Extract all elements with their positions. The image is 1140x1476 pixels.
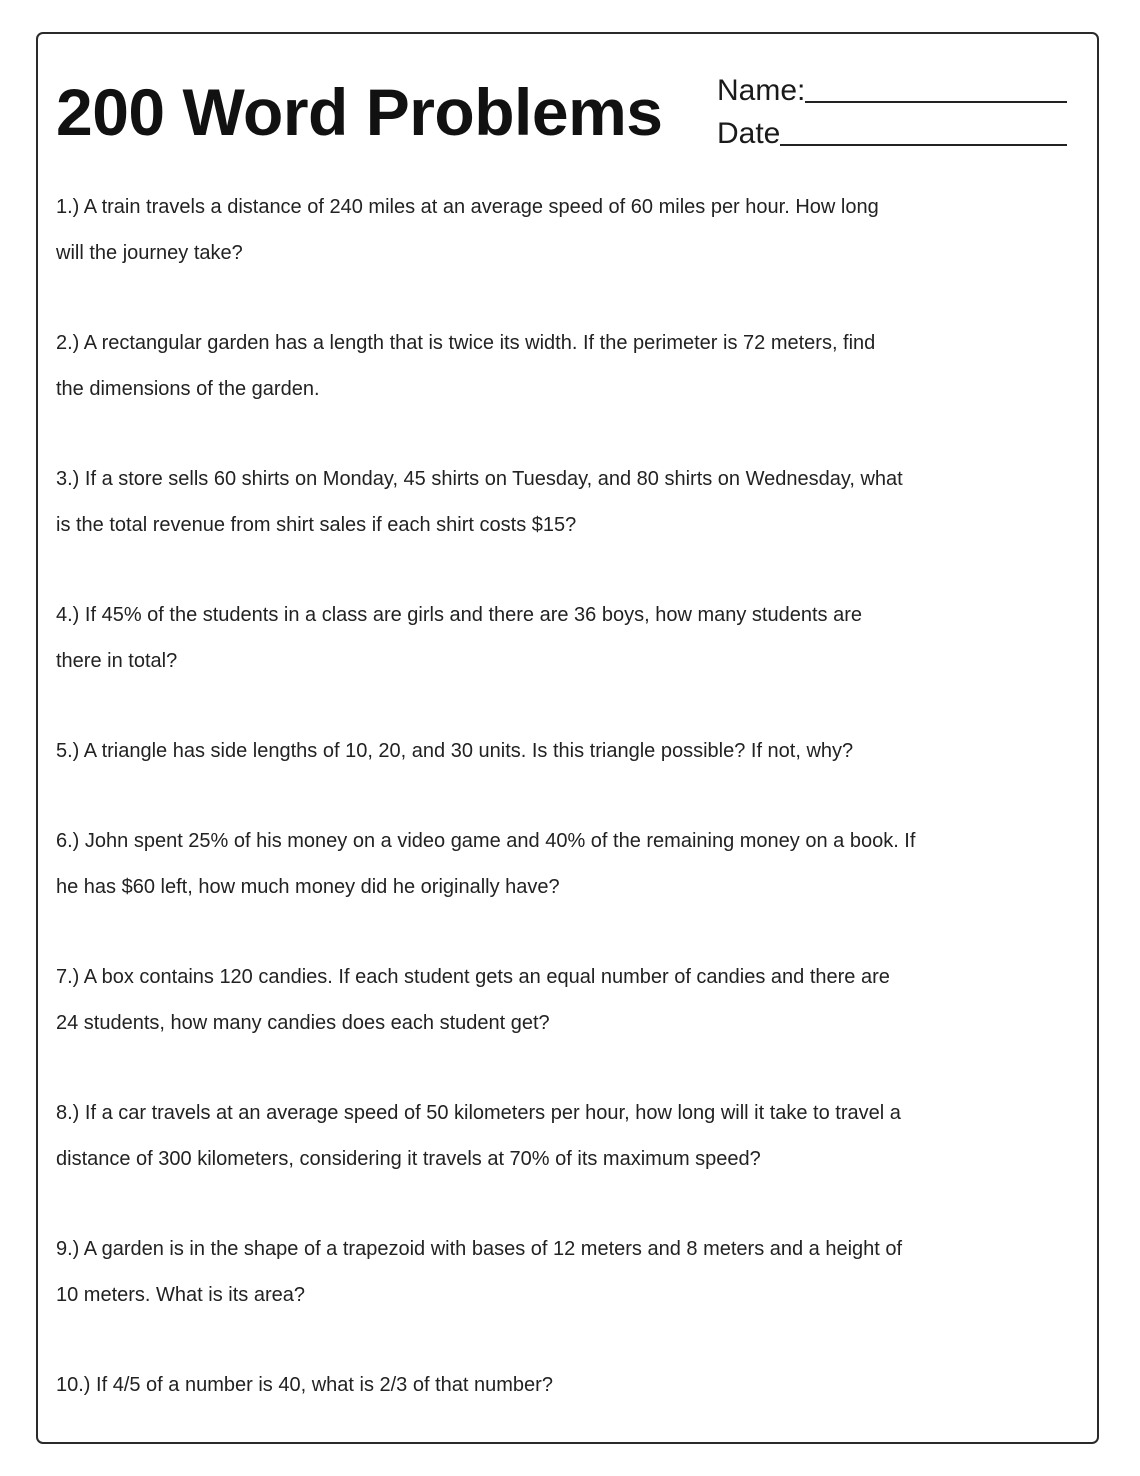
problem-text-line: 24 students, how many candies does each student get? bbox=[56, 1012, 550, 1034]
problem-text-line: 10 meters. What is its area? bbox=[56, 1284, 305, 1306]
problem-text-line: will the journey take? bbox=[56, 242, 243, 264]
worksheet bbox=[36, 32, 1099, 1444]
date-label: Date bbox=[717, 117, 781, 150]
problem-text-line: he has $60 left, how much money did he originally have? bbox=[56, 876, 560, 898]
name-field bbox=[717, 74, 1067, 108]
date-blank-line bbox=[780, 144, 1067, 146]
problem-item bbox=[56, 1226, 1066, 1318]
date-field bbox=[717, 117, 1067, 151]
problem-item bbox=[56, 818, 1066, 910]
name-label: Name: bbox=[717, 74, 806, 107]
problem-text-line: 1.) A train travels a distance of 240 miles at an average speed of 60 miles per hour. How long bbox=[56, 196, 879, 218]
problem-text-line: 10.) If 4/5 of a number is 40, what is 2/3 of that number? bbox=[56, 1374, 553, 1396]
problem-text-line: 9.) A garden is in the shape of a trapezoid with bases of 12 meters and 8 meters and a height of bbox=[56, 1238, 903, 1260]
problem-text-line: 8.) If a car travels at an average speed of 50 kilometers per hour, how long will it take to travel a bbox=[56, 1102, 901, 1124]
problem-list bbox=[56, 184, 1066, 1452]
problem-item bbox=[56, 592, 1066, 684]
problem-text-line: there in total? bbox=[56, 650, 178, 672]
problem-text-line: distance of 300 kilometers, considering it travels at 70% of its maximum speed? bbox=[56, 1148, 761, 1170]
problem-item bbox=[56, 1090, 1066, 1182]
worksheet-title: 200 Word Problems bbox=[56, 75, 663, 149]
problem-text-line: 3.) If a store sells 60 shirts on Monday, 45 shirts on Tuesday, and 80 shirts on Wednesday, what bbox=[56, 468, 903, 490]
problem-text-line: 5.) A triangle has side lengths of 10, 20, and 30 units. Is this triangle possible? If not, why? bbox=[56, 740, 854, 762]
name-blank-line bbox=[805, 101, 1067, 103]
problem-text-line: the dimensions of the garden. bbox=[56, 378, 320, 400]
problem-text-line: 2.) A rectangular garden has a length that is twice its width. If the perimeter is 72 meters, find bbox=[56, 332, 876, 354]
problem-text-line: 4.) If 45% of the students in a class are girls and there are 36 boys, how many students are bbox=[56, 604, 862, 626]
problem-text-line: is the total revenue from shirt sales if each shirt costs $15? bbox=[56, 514, 577, 536]
problem-item bbox=[56, 728, 1066, 774]
problem-item bbox=[56, 456, 1066, 548]
problem-item bbox=[56, 184, 1066, 276]
problem-text-line: 6.) John spent 25% of his money on a video game and 40% of the remaining money on a book. If bbox=[56, 830, 916, 852]
problem-item bbox=[56, 320, 1066, 412]
problem-item bbox=[56, 1362, 1066, 1408]
problem-text-line: 7.) A box contains 120 candies. If each student gets an equal number of candies and there are bbox=[56, 966, 890, 988]
problem-item bbox=[56, 954, 1066, 1046]
